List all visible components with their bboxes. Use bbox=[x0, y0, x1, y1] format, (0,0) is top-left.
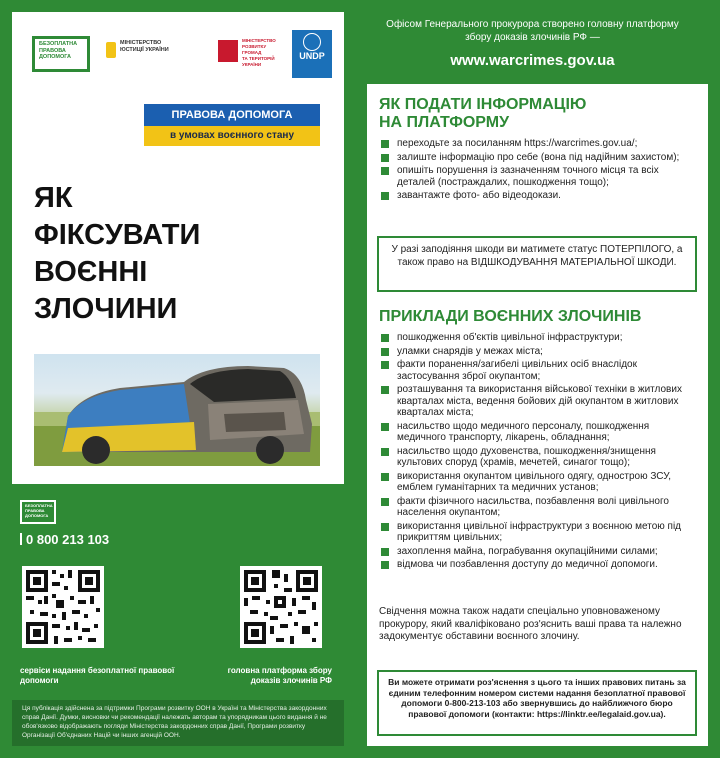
hotline-phone[interactable]: 0 800 213 103 bbox=[20, 532, 109, 547]
submit-steps-list bbox=[379, 138, 697, 204]
legal-aid-logo: БЕЗОПЛАТНА ПРАВОВА ДОПОМОГА bbox=[32, 36, 90, 72]
burned-car-photo bbox=[34, 354, 320, 466]
bullet-square-icon bbox=[381, 448, 389, 456]
bullet-square-icon bbox=[381, 154, 389, 162]
bullet-square-icon bbox=[381, 523, 389, 531]
legal-aid-banner: ПРАВОВА ДОПОМОГА bbox=[144, 104, 320, 126]
bullet-square-icon bbox=[381, 423, 389, 431]
undp-logo: UNDP bbox=[292, 30, 332, 78]
contact-note: Ви можете отримати роз'яснення з цього та інших правових питань за єдиним телефонним номером системи надання безоплатної правової допомоги 0-800-213-103 або звернувшись до найближчого бюро правової допомоги (контакти: https://linktr.ee/legalaid.gov.ua). bbox=[377, 670, 697, 736]
prosecutor-note: Свідчення можна також надати спеціально уповноваженому прокурору, який кваліфіковано роз'яснить ваші права та належно задокументує обставини воєнного злочину. bbox=[379, 606, 682, 642]
ministry-communities-logo: МІНІСТЕРСТВО РОЗВИТКУ ГРОМАД ТА ТЕРИТОРІЙ УКРАЇНИ bbox=[218, 38, 284, 68]
bullet-square-icon bbox=[381, 561, 389, 569]
examples-heading: ПРИКЛАДИ ВОЄННИХ ЗЛОЧИНІВ bbox=[379, 308, 642, 325]
list-item: насильство щодо духовенства, пошкодження/знищення культових споруд (храмів, мечетей, синагог тощо); bbox=[379, 446, 697, 469]
list-item: відмова чи позбавлення доступу до медичної допомоги. bbox=[379, 559, 697, 571]
bullet-square-icon bbox=[381, 334, 389, 342]
list-item: факти поранення/загибелі цивільних осіб внаслідок застосування зброї окупантом; bbox=[379, 359, 697, 382]
list-item: факти фізичного насильства, позбавлення волі цивільного населення окупантом; bbox=[379, 496, 697, 519]
list-item: переходьте за посиланням https://warcrimes.gov.ua/; bbox=[379, 138, 697, 150]
bullet-square-icon bbox=[381, 167, 389, 175]
qr-code-warcrimes[interactable] bbox=[240, 566, 322, 648]
funding-disclaimer: Ця публікація здійснена за підтримки Програми розвитку ООН в Україні та Міністерства закордонних справ Данії. Думки, висновки чи рекомендації належать авторам та упорядникам цього видання й не обов'язково відображають погляди Міністерства закордонних справ Данії, Програми розвитку Організації Об'єднаних Націй чи інших агенцій ООН. bbox=[12, 700, 344, 746]
ministry-of-justice-logo: МІНІСТЕРСТВО ЮСТИЦІЇ УКРАЇНИ bbox=[106, 40, 170, 68]
examples-list bbox=[379, 332, 697, 573]
bullet-square-icon bbox=[381, 348, 389, 356]
list-item: захоплення майна, пограбування окупаційними силами; bbox=[379, 546, 697, 558]
warcrimes-url[interactable]: www.warcrimes.gov.ua bbox=[450, 52, 615, 69]
list-item: завантажте фото- або відеодокази. bbox=[379, 190, 697, 202]
list-item: використання цивільної інфраструктури з воєнною метою під прикриттям цивільних; bbox=[379, 521, 697, 544]
trident-icon bbox=[106, 42, 116, 58]
info-panel bbox=[367, 84, 708, 746]
bullet-square-icon bbox=[381, 498, 389, 506]
bullet-square-icon bbox=[381, 548, 389, 556]
list-item: насильство щодо медичного персоналу, пошкодження медичного транспорту, лікарень, обладнання; bbox=[379, 421, 697, 444]
bullet-square-icon bbox=[381, 140, 389, 148]
bullet-square-icon bbox=[381, 192, 389, 200]
bullet-square-icon bbox=[381, 386, 389, 394]
bullet-square-icon bbox=[381, 361, 389, 369]
list-item: опишіть порушення із зазначенням точного місця та всіх деталей (постраждалих, пошкодження тощо); bbox=[379, 165, 697, 188]
list-item: розташування та використання військової техніки в житлових кварталах міста, ведення бойових дій окупантом в житлових кварталах міста; bbox=[379, 384, 697, 419]
list-item: уламки снарядів у межах міста; bbox=[379, 346, 697, 358]
phone-bracket-icon bbox=[20, 533, 22, 545]
submit-heading: ЯК ПОДАТИ ІНФОРМАЦІЮ НА ПЛАТФОРМУ bbox=[379, 96, 587, 131]
cover-title: ЯК ФІКСУВАТИ ВОЄННІ ЗЛОЧИНИ bbox=[34, 182, 201, 325]
globe-icon bbox=[303, 33, 321, 51]
martial-law-banner: в умовах воєнного стану bbox=[144, 126, 320, 146]
bullet-square-icon bbox=[381, 473, 389, 481]
list-item: пошкодження об'єктів цивільної інфраструктури; bbox=[379, 332, 697, 344]
legal-aid-logo-small: БЕЗОПЛАТНА ПРАВОВА ДОПОМОГА bbox=[20, 500, 56, 524]
emblem-icon bbox=[218, 40, 238, 62]
qr-code-legal-aid[interactable] bbox=[22, 566, 104, 648]
platform-header: Офісом Генерального прокурора створено головну платформу збору доказів злочинів РФ — www.warcrimes.gov.ua bbox=[357, 12, 708, 84]
qr-caption-legal-aid: сервіси надання безоплатної правової допомоги bbox=[20, 666, 175, 685]
list-item: залиште інформацію про себе (вона під надійним захистом); bbox=[379, 152, 697, 164]
victim-status-note: У разі заподіяння шкоди ви матимете статус ПОТЕРПІЛОГО, а також право на ВІДШКОДУВАННЯ МАТЕРІАЛЬНОЇ ШКОДИ. bbox=[377, 236, 697, 292]
qr-caption-warcrimes: головна платформа збору доказів злочинів РФ bbox=[227, 666, 332, 685]
list-item: використання окупантом цивільного одягу, однострою ЗСУ, емблем гуманітарних та медичних установ; bbox=[379, 471, 697, 494]
partner-logos bbox=[22, 30, 334, 80]
